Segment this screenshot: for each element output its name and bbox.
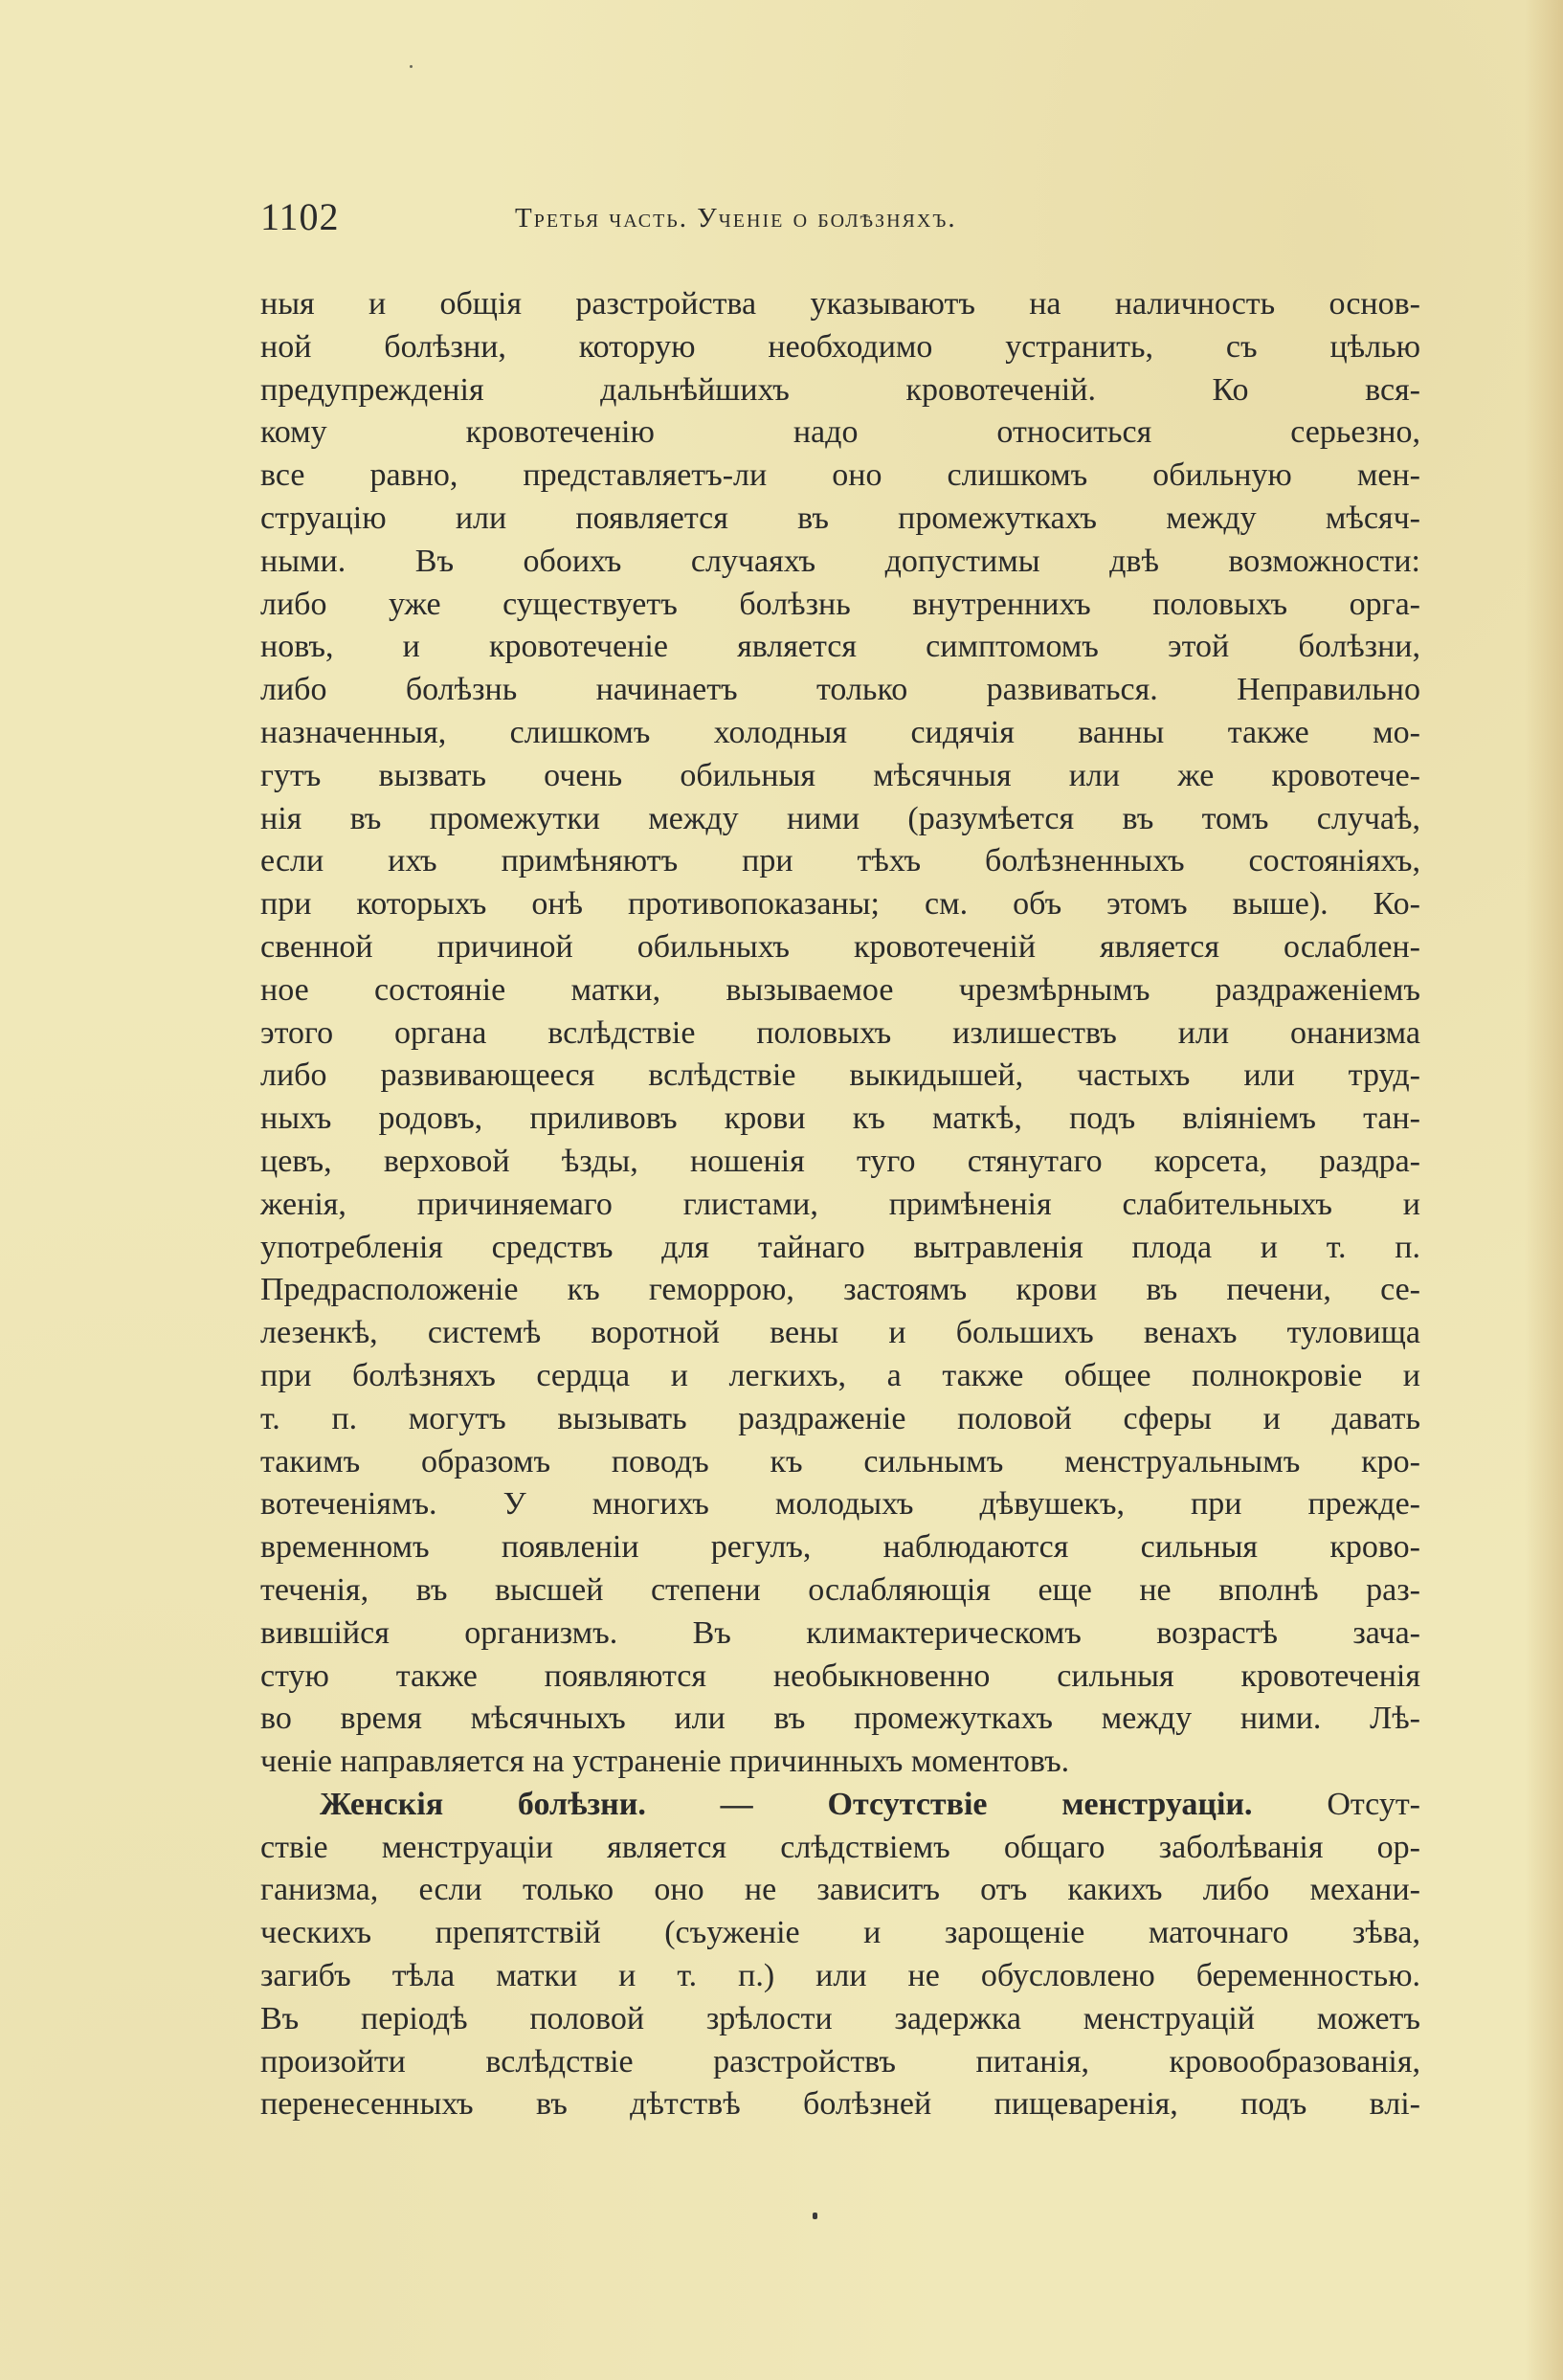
- text-line: Предрасположеніе къ геморрою, застоямъ крови въ печени, се-: [260, 1272, 1420, 1308]
- paper-speck: [410, 65, 413, 68]
- text-line: во время мѣсячныхъ или въ промежуткахъ между ними. Лѣ-: [260, 1701, 1420, 1737]
- running-head: [260, 193, 1265, 241]
- text-line: ное состояніе матки, вызываемое чрезмѣрнымъ раздраженіемъ: [260, 971, 1420, 1008]
- text-line: стую также появляются необыкновенно сильныя кровотеченія: [260, 1657, 1420, 1694]
- text-line: нія въ промежутки между ними (разумѣется въ томъ случаѣ,: [260, 800, 1420, 836]
- text-line: ганизма, если только оно не зависитъ отъ какихъ либо механи-: [260, 1872, 1420, 1908]
- text-line: Въ періодѣ половой зрѣлости задержка менструацій можетъ: [260, 2000, 1420, 2036]
- text-line: ствіе менструаціи является слѣдствіемъ общаго заболѣванія ор-: [260, 1829, 1420, 1865]
- text-line: свенной причиной обильныхъ кровотеченій является ослаблен-: [260, 928, 1420, 965]
- text-line: ческихъ препятствій (съуженіе и зарощеніе маточнаго зѣва,: [260, 1915, 1420, 1951]
- text-line: предупрежденія дальнѣйшихъ кровотеченій. Ко вся-: [260, 371, 1420, 408]
- text-line: т. п. могутъ вызывать раздраженіе половой сферы и давать: [260, 1400, 1420, 1436]
- text-line: теченія, въ высшей степени ослабляющія еще не вполнѣ раз-: [260, 1571, 1420, 1608]
- text-line: употребленія средствъ для тайнаго вытравленія плода и т. п.: [260, 1229, 1420, 1265]
- page-number: 1102: [260, 195, 340, 238]
- text-line: такимъ образомъ поводъ къ сильнымъ менструальнымъ кро-: [260, 1443, 1420, 1479]
- text-line: лезенкѣ, системѣ воротной вены и большихъ венахъ туловища: [260, 1315, 1420, 1351]
- text-line: либо уже существуетъ болѣзнь внутреннихъ половыхъ орга-: [260, 586, 1420, 622]
- section-first-line-rest: Отсут-: [1252, 1786, 1421, 1822]
- text-line: женія, причиняемаго глистами, примѣненія слабительныхъ и: [260, 1186, 1420, 1222]
- text-line: цевъ, верховой ѣзды, ношенія туго стянутаго корсета, раздра-: [260, 1143, 1420, 1179]
- text-line: вившійся организмъ. Въ климактерическомъ возрастѣ зача-: [260, 1614, 1420, 1651]
- text-line: перенесенныхъ въ дѣтствѣ болѣзней пищеваренія, подъ влі-: [260, 2086, 1420, 2123]
- body-text: [260, 283, 1420, 2126]
- text-line: либо болѣзнь начинаетъ только развиваться. Неправильно: [260, 672, 1420, 708]
- text-line: ченіе направляется на устраненіе причинныхъ моментовъ.: [260, 1744, 1070, 1780]
- text-line: гутъ вызвать очень обильныя мѣсячныя или же кровотече-: [260, 757, 1420, 793]
- text-line: новъ, и кровотеченіе является симптомомъ этой болѣзни,: [260, 629, 1420, 665]
- text-line: струацію или появляется въ промежуткахъ между мѣсяч-: [260, 500, 1420, 536]
- text-line: при болѣзняхъ сердца и легкихъ, а также общее полнокровіе и: [260, 1357, 1420, 1393]
- paper-speck: [813, 2213, 817, 2219]
- section-first-line: [260, 1784, 1420, 1827]
- text-line: временномъ появленіи регулъ, наблюдаются сильныя крово-: [260, 1529, 1420, 1566]
- page-edge-shadow: [1525, 0, 1563, 2380]
- text-line: если ихъ примѣняютъ при тѣхъ болѣзненныхъ состояніяхъ,: [260, 843, 1420, 879]
- text-line: загибъ тѣла матки и т. п.) или не обусловлено беременностью.: [260, 1958, 1420, 1994]
- text-line: кому кровотеченію надо относиться серьезно,: [260, 414, 1420, 451]
- text-line: ныя и общія разстройства указываютъ на наличность основ-: [260, 286, 1420, 322]
- text-line: либо развивающееся вслѣдствіе выкидышей, частыхъ или труд-: [260, 1057, 1420, 1094]
- text-line: ными. Въ обоихъ случаяхъ допустимы двѣ возможности:: [260, 543, 1420, 579]
- text-line: все равно, представляетъ-ли оно слишкомъ обильную мен-: [260, 457, 1420, 494]
- text-line: назначенныя, слишкомъ холодныя сидячія ванны также мо-: [260, 714, 1420, 750]
- section-heading: Женскія болѣзни. — Отсутствіе менструаціи.: [320, 1786, 1253, 1822]
- text-line: произойти вслѣдствіе разстройствъ питанія, кровообразованія,: [260, 2043, 1420, 2080]
- text-line: при которыхъ онѣ противопоказаны; см. объ этомъ выше). Ко-: [260, 886, 1420, 923]
- text-line: ной болѣзни, которую необходимо устранить, съ цѣлью: [260, 328, 1420, 365]
- text-line: ныхъ родовъ, приливовъ крови къ маткѣ, подъ вліяніемъ тан-: [260, 1101, 1420, 1137]
- text-line: вотеченіямъ. У многихъ молодыхъ дѣвушекъ, при прежде-: [260, 1486, 1420, 1523]
- running-title: Третья часть. Ученіе о болѣзняхъ.: [515, 203, 957, 234]
- text-line: этого органа вслѣдствіе половыхъ излишествъ или онанизма: [260, 1014, 1420, 1051]
